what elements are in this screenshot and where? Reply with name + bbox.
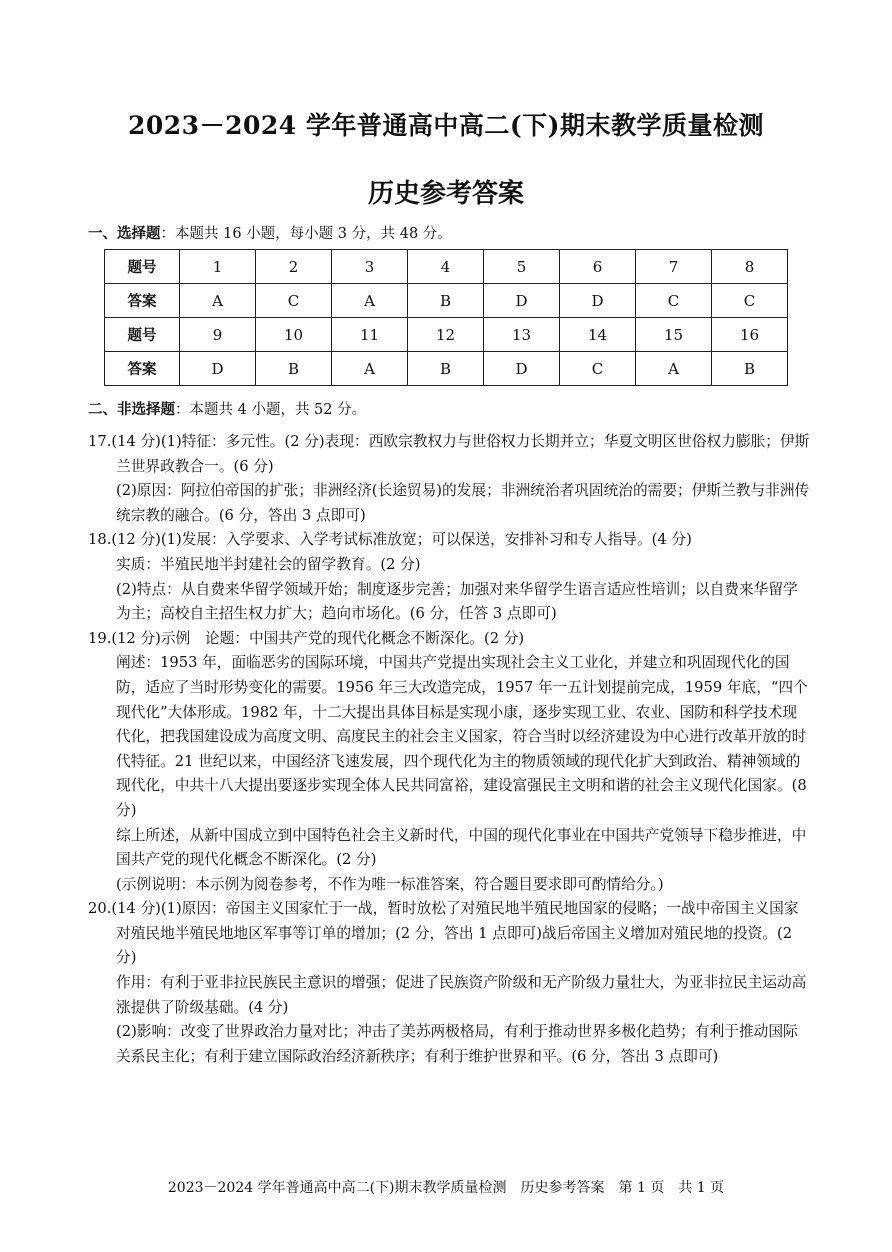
question-number: 7: [636, 250, 712, 284]
answer-letter: B: [408, 352, 484, 386]
question-number: 11: [332, 318, 408, 352]
question-number: 16: [712, 318, 788, 352]
q19-note: (示例说明：本示例为阅卷参考，不作为唯一标准答案，符合题目要求即可酌情给分。): [116, 875, 664, 893]
question-number: 15: [636, 318, 712, 352]
q20-part1-effect: 作用：有利于亚非拉民族民主意识的增强；促进了民族资产阶级和无产阶级力量壮大，为亚非拉民主运动高涨提供了阶级基础。(4 分): [116, 974, 807, 1016]
q20-part2: (2)影响：改变了世界政治力量对比；冲击了美苏两极格局，有利于推动世界多极化趋势；有利于推动国际关系民主化；有利于建立国际政治经济新秩序；有利于维护世界和平。(6 分，答出 3 点即可): [116, 1023, 798, 1065]
question-number: 12: [408, 318, 484, 352]
q17-part1: 17.(14 分)(1)特征：多元性。(2 分)表现：西欧宗教权力与世俗权力长期并立；华夏文明区世俗权力膨胀；伊斯兰世界政教合一。(6 分): [88, 433, 810, 475]
answer-letter: B: [256, 352, 332, 386]
q17-part2: (2)原因：阿拉伯帝国的扩张；非洲经济(长途贸易)的发展；非洲统治者巩固统治的需要；伊斯兰教与非洲传统宗教的融合。(6 分，答出 3 点即可): [116, 482, 810, 524]
answer-table: [104, 249, 788, 386]
answer-letter: D: [484, 284, 560, 318]
table-row: [105, 352, 788, 386]
section-1-label: 一、选择题: [88, 225, 161, 242]
table-row: [105, 250, 788, 284]
q18-essence: 实质：半殖民地半封建社会的留学教育。(2 分): [116, 555, 421, 573]
answer-letter: D: [180, 352, 256, 386]
q18-part2: (2)特点：从自费来华留学领域开始；制度逐步完善；加强对来华留学生语言适应性培训；以自费来华留学为主；高校自主招生权力扩大；趋向市场化。(6 分，任答 3 点即可): [116, 580, 798, 623]
answer-letter: C: [560, 352, 636, 386]
answer-letter: C: [256, 284, 332, 318]
answer-letter: C: [712, 284, 788, 318]
table-row: [105, 284, 788, 318]
question-number: 3: [332, 250, 408, 284]
page-subtitle: 历史参考答案: [367, 179, 524, 209]
answer-letter: D: [484, 352, 560, 386]
question-number: 2: [256, 250, 332, 284]
question-number: 1: [180, 250, 256, 284]
answer-letter: B: [408, 284, 484, 318]
question-number: 13: [484, 318, 560, 352]
row-label-question: 题号: [105, 250, 180, 284]
q19-thesis: 19.(12 分)示例 论题：中国共产党的现代化概念不断深化。(2 分): [88, 629, 525, 647]
section-2-desc: ：本题共 4 小题，共 52 分。: [175, 402, 367, 418]
answers-body: [88, 430, 810, 1069]
q20-part1-reason: 20.(14 分)(1)原因：帝国主义国家忙于一战，暂时放松了对殖民地半殖民地国家的侵略；一战中帝国主义国家对殖民地半殖民地地区军事等订单的增加；(2 分，答出 1 点即可)战后帝国主义增加对殖民地的投资。(2 分): [88, 900, 799, 967]
answer-letter: A: [180, 284, 256, 318]
section-1-desc: ：本题共 16 小题，每小题 3 分，共 48 分。: [160, 226, 452, 242]
q18-part1: 18.(12 分)(1)发展：入学要求、入学考试标准放宽；可以保送，安排补习和专人指导。(4 分): [88, 531, 692, 549]
question-number: 14: [560, 318, 636, 352]
page-title: 2023－2024 学年普通高中高二(下)期末教学质量检测: [127, 111, 765, 140]
row-label-answer: 答案: [105, 352, 180, 386]
section-1-heading: [88, 224, 452, 244]
row-label-answer: 答案: [105, 284, 180, 318]
question-number: 5: [484, 250, 560, 284]
answer-letter: B: [712, 352, 788, 386]
answer-letter: A: [332, 352, 408, 386]
question-number: 10: [256, 318, 332, 352]
answer-letter: A: [332, 284, 408, 318]
table-row: [105, 318, 788, 352]
question-number: 8: [712, 250, 788, 284]
question-number: 9: [180, 318, 256, 352]
section-2-heading: [88, 400, 366, 420]
answer-letter: A: [636, 352, 712, 386]
row-label-question: 题号: [105, 318, 180, 352]
question-number: 4: [408, 250, 484, 284]
question-number: 6: [560, 250, 636, 284]
answer-letter: D: [560, 284, 636, 318]
q19-elaboration: 阐述：1953 年，面临恶劣的国际环境，中国共产党提出实现社会主义工业化，并建立和巩固现代化的国防，适应了当时形势变化的需要。1956 年三大改造完成，1957 年一五计划提前完成，1959 年底，“四个现代化”大体形成。1982 年，十二大提出具体目标是实现小康，逐步实现工业、农业、国防和科学技术现代化，把我国建设成为高度文明、高度民主的社会主义国家，符合当时以经济建设为中心进行改革开放的时代特征。21 世纪以来，中国经济飞速发展，四个现代化为主的物质领域的现代化扩大到政治、精神领域的现代化，中共十八大提出要逐步实现全体人民共同富裕，建设富强民主文明和谐的社会主义现代化国家。(8 分): [116, 654, 808, 819]
page-footer: 2023－2024 学年普通高中高二(下)期末教学质量检测 历史参考答案 第 1 页 共 1 页: [167, 1180, 725, 1196]
q19-conclusion: 综上所述，从新中国成立到中国特色社会主义新时代，中国的现代化事业在中国共产党领导下稳步推进，中国共产党的现代化概念不断深化。(2 分): [116, 826, 807, 869]
answer-letter: C: [636, 284, 712, 318]
section-2-label: 二、非选择题: [88, 401, 175, 418]
